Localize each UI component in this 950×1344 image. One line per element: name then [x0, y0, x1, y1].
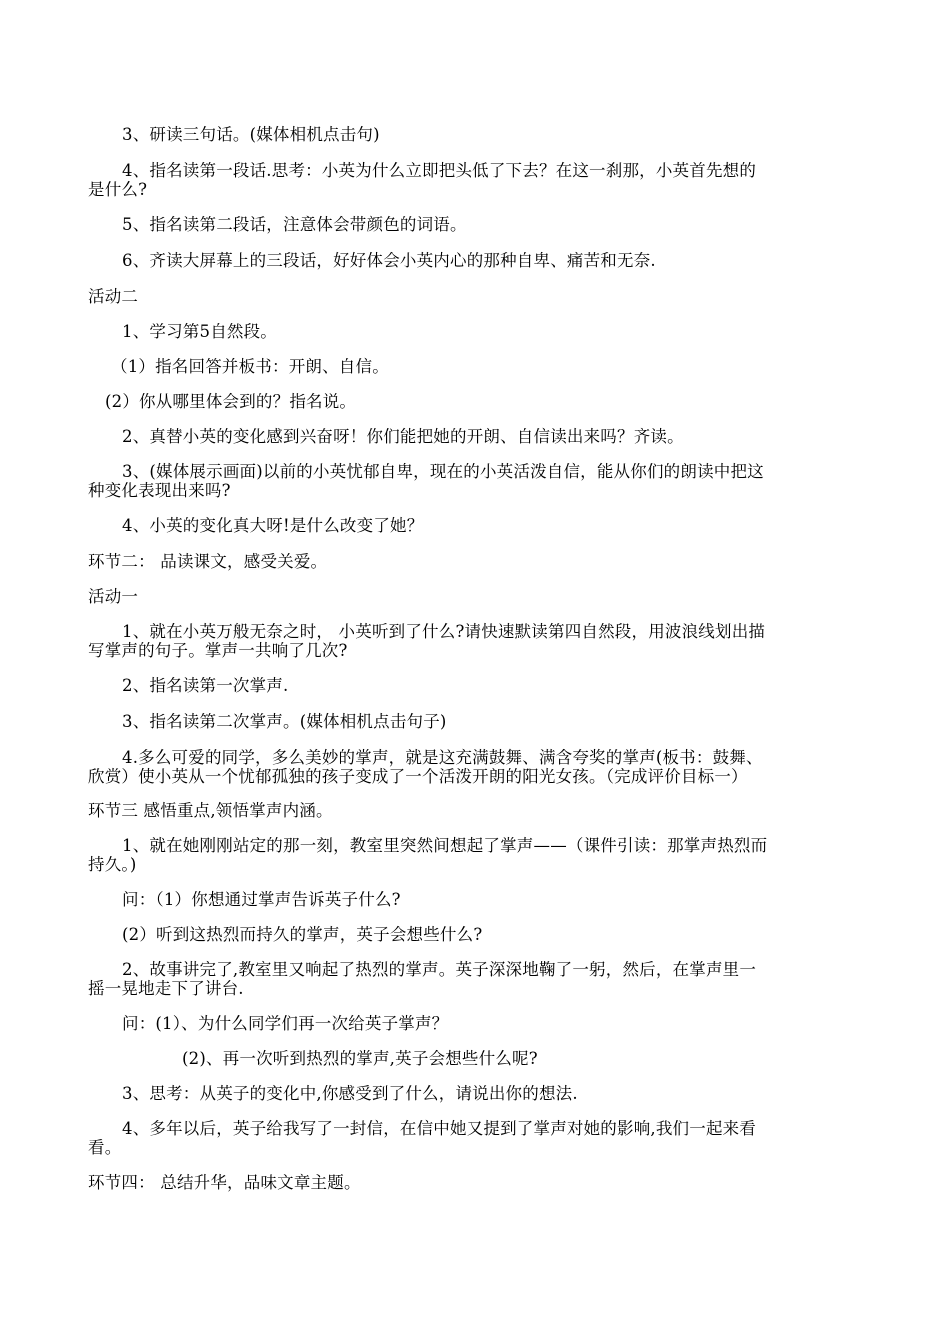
section-heading: 环节三 感悟重点,领悟掌声内涵。	[88, 801, 333, 820]
paragraph-line: 问：(1）、为什么同学们再一次给英子掌声？	[122, 1014, 449, 1033]
paragraph-line: 种变化表现出来吗?	[88, 481, 231, 500]
paragraph-line: 2、真替小英的变化感到兴奋呀！你们能把她的开朗、自信读出来吗？齐读。	[122, 427, 684, 446]
paragraph-line: (2）听到这热烈而持久的掌声，英子会想些什么?	[122, 925, 483, 944]
paragraph-line: 1、学习第5自然段。	[122, 322, 277, 341]
paragraph-line: 写掌声的句子。掌声一共响了几次?	[88, 641, 348, 660]
paragraph-line: 3、指名读第二次掌声。(媒体相机点击句子)	[122, 712, 447, 731]
paragraph-line: 3、研读三句话。(媒体相机点击句)	[122, 125, 380, 144]
paragraph-line: 4.多么可爱的同学，多么美妙的掌声，就是这充满鼓舞、满含夸奖的掌声(板书：鼓舞、	[122, 748, 763, 767]
section-heading: 环节四： 总结升华，品味文章主题。	[88, 1173, 361, 1192]
paragraph-line: （1）指名回答并板书：开朗、自信。	[111, 357, 389, 376]
paragraph-line: 1、就在小英万般无奈之时， 小英听到了什么?请快速默读第四自然段，用波浪线划出描	[122, 622, 766, 641]
paragraph-line: 6、齐读大屏幕上的三段话，好好体会小英内心的那种自卑、痛苦和无奈.	[122, 251, 656, 270]
paragraph-line: (2）你从哪里体会到的？指名说。	[105, 392, 357, 411]
paragraph-line: 3、思考：从英子的变化中,你感受到了什么，请说出你的想法.	[122, 1084, 578, 1103]
paragraph-line: 欣赏）使小英从一个忧郁孤独的孩子变成了一个活泼开朗的阳光女孩。（完成评价目标一）	[88, 767, 748, 786]
paragraph-line: 是什么?	[88, 180, 148, 199]
paragraph-line: 看。	[88, 1138, 122, 1157]
paragraph-line: 问：（1）你想通过掌声告诉英子什么?	[122, 890, 401, 909]
paragraph-line: 5、指名读第二段话，注意体会带颜色的词语。	[122, 215, 467, 234]
paragraph-line: 持久。)	[88, 855, 137, 874]
paragraph-line: 2、故事讲完了,教室里又响起了热烈的掌声。英子深深地鞠了一躬，然后，在掌声里一	[122, 960, 757, 979]
paragraph-line: 1、就在她刚刚站定的那一刻，教室里突然间想起了掌声——（课件引读：那掌声热烈而	[122, 836, 768, 855]
paragraph-line: 4、多年以后，英子给我写了一封信，在信中她又提到了掌声对她的影响,我们一起来看	[122, 1119, 757, 1138]
paragraph-line: 4、指名读第一段话.思考：小英为什么立即把头低了下去？在这一刹那，小英首先想的	[122, 161, 757, 180]
paragraph-line: 2、指名读第一次掌声.	[122, 676, 289, 695]
paragraph-line: 摇一晃地走下了讲台.	[88, 979, 244, 998]
section-heading: 环节二： 品读课文，感受关爱。	[88, 552, 328, 571]
paragraph-line: 4、小英的变化真大呀!是什么改变了她？	[122, 516, 424, 535]
section-heading: 活动一	[88, 587, 139, 606]
section-heading: 活动二	[88, 287, 139, 306]
paragraph-line: (2)、再一次听到热烈的掌声,英子会想些什么呢?	[182, 1049, 538, 1068]
paragraph-line: 3、(媒体展示画面)以前的小英忧郁自卑，现在的小英活泼自信，能从你们的朗读中把这	[122, 462, 764, 481]
